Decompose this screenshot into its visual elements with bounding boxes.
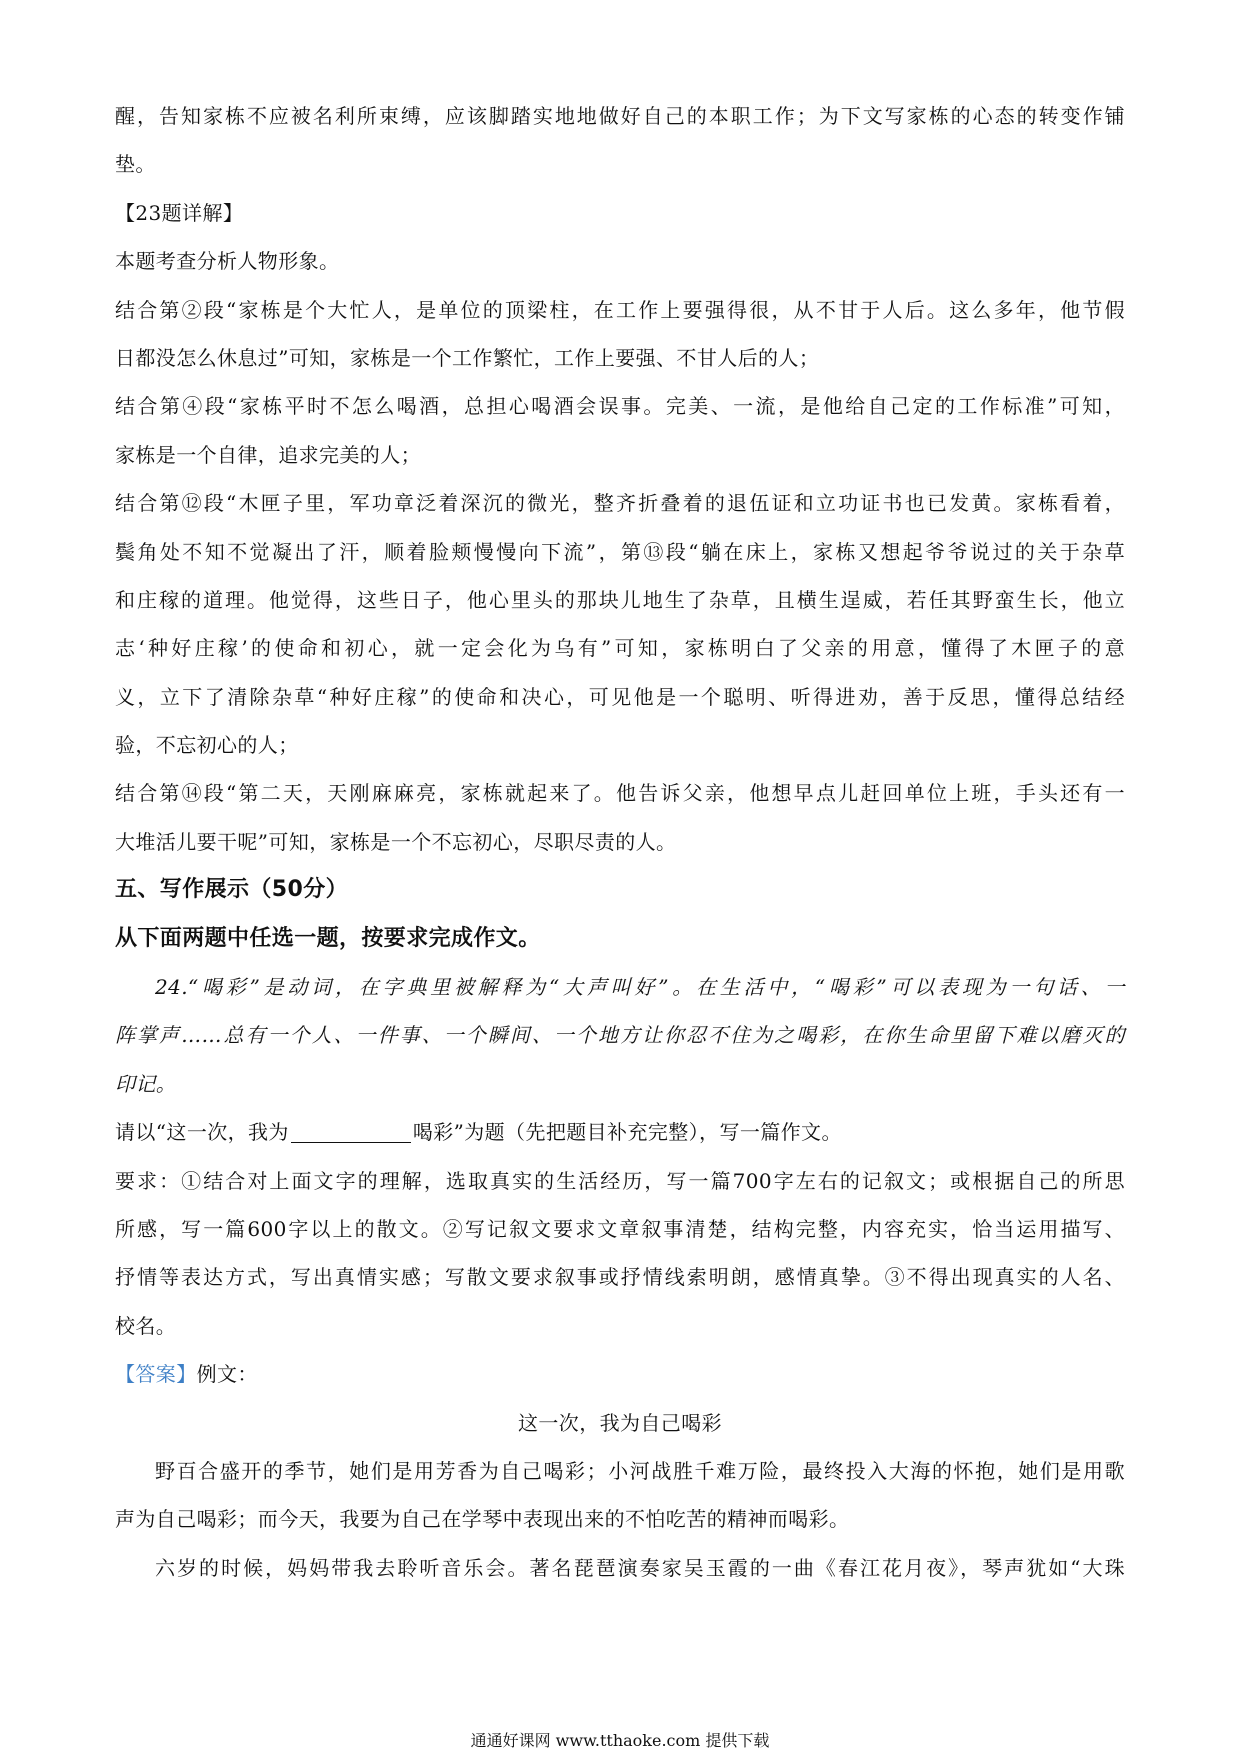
answer-tag: 【答案】 <box>115 1362 197 1387</box>
text-line: 本题考查分析人物形象。 <box>115 249 340 274</box>
essay-line: 六岁的时候，妈妈带我去聆听音乐会。著名琵琶演奏家吴玉霞的一曲《春江花月夜》，琴声犹如“大珠 <box>155 1555 1125 1580</box>
text-line: 结合第⑭段“第二天，天刚麻麻亮，家栋就起来了。他告诉父亲，他想早点儿赶回单位上班，手头还有一 <box>115 781 1125 806</box>
text-line: 义，立下了清除杂草“种好庄稼”的使命和决心，可见他是一个聪明、听得进劝，善于反思，懂得总结经 <box>115 684 1125 709</box>
text-line: 大堆活儿要干呢”可知，家栋是一个不忘初心，尽职尽责的人。 <box>115 829 677 854</box>
title-prompt-suffix: 喝彩”为题（先把题目补充完整），写一篇作文。 <box>412 1120 842 1145</box>
prompt-line: 阵掌声……总有一个人、一件事、一个瞬间、一个地方让你忍不住为之喝彩，在你生命里留下难以磨灭的 <box>115 1023 1125 1048</box>
essay-line: 野百合盛开的季节，她们是用芳香为自己喝彩；小河战胜千难万险，最终投入大海的怀抱，她们是用歌 <box>155 1458 1125 1483</box>
title-prompt-prefix: 请以“这一次，我为 <box>115 1120 289 1145</box>
document-body <box>115 92 1125 1592</box>
requirement-line: 抒情等表达方式，写出真情实感；写散文要求叙事或抒情线索明朗，感情真挚。③不得出现真实的人名、 <box>115 1265 1125 1290</box>
text-line: 鬓角处不知不觉凝出了汗，顺着脸颊慢慢向下流”，第⑬段“躺在床上，家栋又想起爷爷说过的关于杂草 <box>115 539 1125 564</box>
writing-instruction: 从下面两题中任选一题，按要求完成作文。 <box>115 925 541 951</box>
prompt-line: 印记。 <box>115 1071 177 1096</box>
text-line: 醒，告知家栋不应被名利所束缚，应该脚踏实地地做好自己的本职工作；为下文写家栋的心态的转变作铺 <box>115 104 1125 128</box>
requirement-line: 要求：①结合对上面文字的理解，选取真实的生活经历，写一篇700字左右的记叙文；或根据自己的所思 <box>115 1168 1125 1193</box>
text-line: 结合第⑫段“木匣子里，军功章泛着深沉的微光，整齐折叠着的退伍证和立功证书也已发黄。家栋看着， <box>115 491 1125 516</box>
text-line: 志‘种好庄稼’的使命和初心，就一定会化为乌有”可知，家栋明白了父亲的用意，懂得了木匣子的意 <box>115 636 1125 661</box>
answer-line <box>115 1350 1125 1398</box>
essay-line: 声为自己喝彩；而今天，我要为自己在学琴中表现出来的不怕吃苦的精神而喝彩。 <box>115 1507 850 1532</box>
text-line: 验，不忘初心的人； <box>115 733 299 758</box>
text-line: 结合第④段“家栋平时不怎么喝酒，总担心喝酒会误事。完美、一流，是他给自己定的工作标准”可知， <box>115 394 1125 419</box>
requirement-line: 校名。 <box>115 1313 177 1338</box>
writing-section-title: 五、写作展示（50分） <box>115 877 349 903</box>
prompt-line: 24.“喝彩”是动词，在字典里被解释为“大声叫好”。在生活中，“喝彩”可以表现为一句话、一 <box>155 975 1125 1000</box>
text-line: 结合第②段“家栋是个大忙人，是单位的顶梁柱，在工作上要强得很，从不甘于人后。这么多年，他节假 <box>115 297 1125 322</box>
text-line: 垫。 <box>115 152 156 177</box>
section-heading: 【23题详解】 <box>115 200 244 225</box>
requirement-line: 所感，写一篇600字以上的散文。②写记叙文要求文章叙事清楚，结构完整，内容充实，恰当运用描写、 <box>115 1216 1125 1241</box>
fill-in-blank <box>291 1120 411 1143</box>
text-line: 和庄稼的道理。他觉得，这些日子，他心里头的那块儿地生了杂草，且横生逞威，若任其野蛮生长，他立 <box>115 587 1125 612</box>
text-line: 家栋是一个自律，追求完美的人； <box>115 442 421 467</box>
page-footer: 通通好课网 www.tthaoke.com 提供下载 <box>470 1731 770 1750</box>
title-prompt-line <box>115 1108 1125 1156</box>
text-line: 日都没怎么休息过”可知，家栋是一个工作繁忙，工作上要强、不甘人后的人； <box>115 345 820 370</box>
answer-label: 例文： <box>196 1362 258 1387</box>
essay-title: 这一次，我为自己喝彩 <box>518 1410 722 1435</box>
